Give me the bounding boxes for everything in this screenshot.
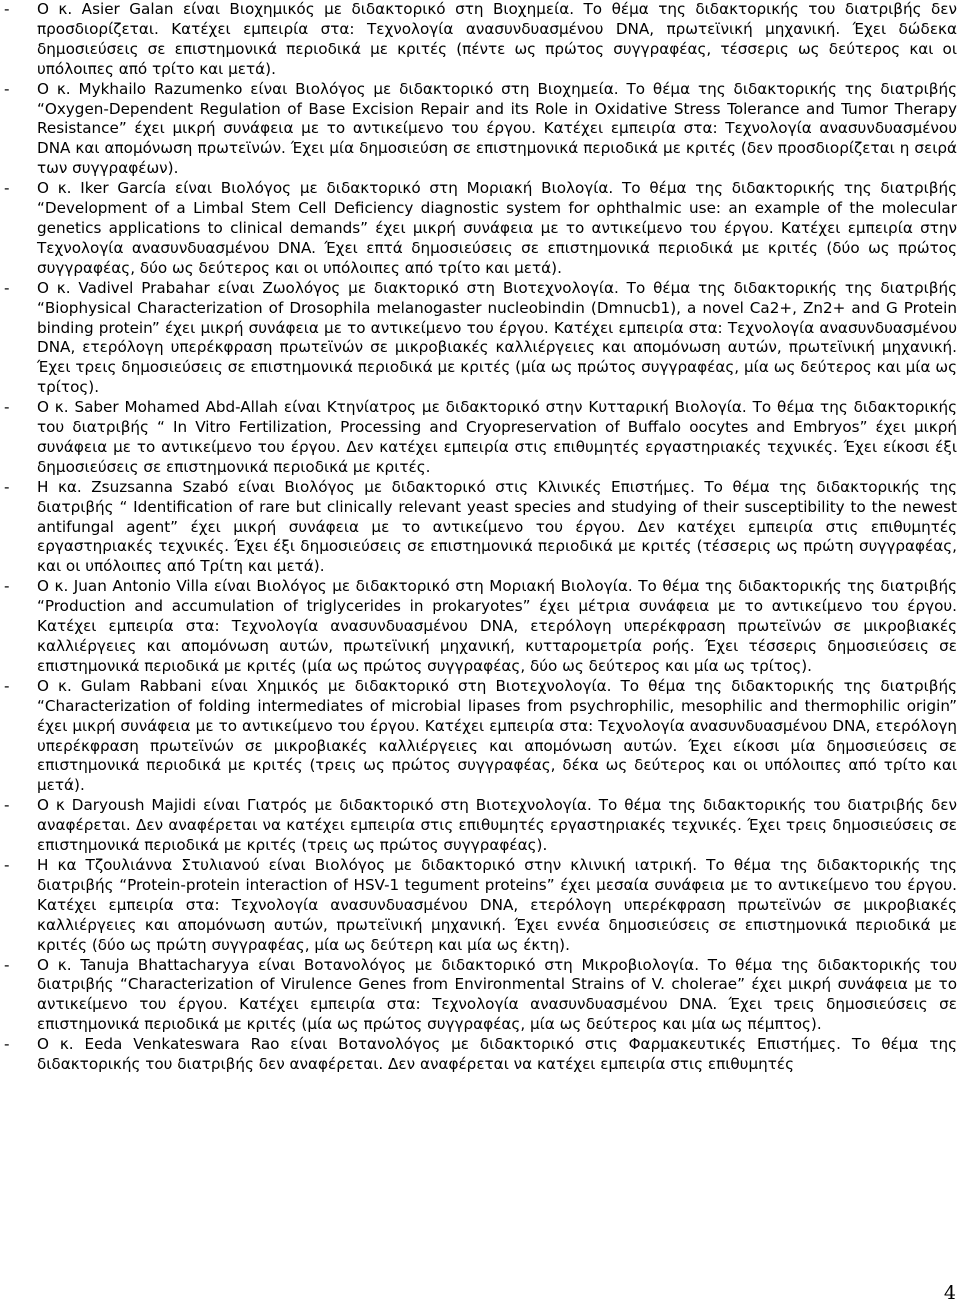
list-dash: - [4,796,10,815]
list-dash: - [4,0,10,18]
list-dash: - [4,179,10,198]
list-item [0,577,960,677]
list-item [0,956,960,1036]
entry-text: Η κα. Zsuzsanna Szabó είναι Βιολόγος με διδακτορικό στις Κλινικές Επιστήμες. Το θέμα της διδακτορικής της διατριβής “ Identification of rare but clinically relevant yeast species and studying of their susceptibility to the newest antifungal agent” έχει μικρή συνάφεια με το αντικείμενο του έργου. Δεν κατέχει εμπειρία στις επιθυμητές εργαστηριακές τεχνικές. Έχει έξι δημοσιεύσεις σε επιστημονικά περιοδικά με κριτές (τέσσερις ως πρώτη συγγραφέας, και οι υπόλοιπες από Τρίτη και μετά). [37,477,957,576]
entry-text: Ο κ. Asier Galan είναι Βιοχημικός με διδακτορικό στη Βιοχημεία. Το θέμα της διδακτορικής του διατριβής δεν προσδιορίζεται. Κατέχει εμπειρία στα: Τεχνολογία ανασυνδυασμένου DNA, πρωτεϊνική μηχανική. Έχει δώδεκα δημοσιεύσεις σε επιστημονικά περιοδικά με κριτές (πέντε ως πρώτος συγγραφέας, τέσσερις ως δεύτερος και οι υπόλοιπες από τρίτο και μετά). [37,0,957,78]
list-dash: - [4,398,10,417]
list-dash: - [4,477,10,496]
entry-text: Ο κ Daryoush Majidi είναι Γιατρός με διδακτορικό στη Βιοτεχνολογία. Το θέμα της διδακτορικής του διατριβής δεν αναφέρεται. Δεν αναφέρεται να κατέχει εμπειρία στις επιθυμητές εργαστηριακές τεχνικές. Έχει τρεις δημοσιεύσεις σε επιστημονικά περιοδικά με κριτές (τρεις ως πρώτος συγγραφέας). [37,796,957,855]
entry-text: Η κα Τζουλιάννα Στυλιανού είναι Βιολόγος με διδακτορικό στην κλινική ιατρική. Το θέμα της διδακτορικής της διατριβής “Protein-protein interaction of HSV-1 tegument proteins” έχει μεσαία συνάφεια με το αντικείμενο του έργου. Κατέχει εμπειρία στα: Τεχνολογία ανασυνδυασμένου DNA, ετερόλογη υπερέκφραση πρωτεϊνών σε μικροβιακές καλλιέργειες και απομόνωση αυτών, πρωτεϊνική μηχανική. Έχει εννέα δημοσιεύσεις σε επιστημονικά περιοδικά με κριτές (δύο ως πρώτη συγγραφέας, μία ως δεύτερη και μία ως έκτη). [37,855,957,954]
entry-text: Ο κ. Juan Antonio Villa είναι Βιολόγος με διδακτορικό στη Μοριακή Βιολογία. Το θέμα της διδακτορικής της διατριβής “Production and accumulation of triglycerides in prokaryotes” έχει μέτρια συνάφεια με το αντικείμενο του έργου. Κατέχει εμπειρία στα: Τεχνολογία ανασυνδυασμένου DNA, ετερόλογη υπερέκφραση πρωτεϊνών σε μικροβιακές καλλιέργειες και απομόνωση αυτών, πρωτεϊνική μηχανική, κυτταρομετρία ροής. Έχει τέσσερις δημοσιεύσεις σε επιστημονικά περιοδικά με κριτές (μία ως πρώτος συγγραφέας, δύο ως δεύτερος και μία ως τρίτος). [37,577,957,675]
list-item [0,0,960,80]
list-dash: - [4,79,10,98]
list-item [0,80,960,180]
list-item [0,796,960,856]
entry-text: Ο κ. Iker García είναι Βιολόγος με διδακτορικό στη Μοριακή Βιολογία. Το θέμα της διδακτορικής της διατριβής “Development of a Limbal Stem Cell Deficiency diagnostic system for ophthalmic use: an example of the molecular genetics applications to clinical demands” έχει μικρή συνάφεια με το αντικείμενο του έργου. Κατέχει εμπειρία στην Τεχνολογία ανασυνδυασμένου DNA. Έχει επτά δημοσιεύσεις σε επιστημονικά περιοδικά με κριτές (δύο ως πρώτος συγγραφέας, δύο ως δεύτερος και οι υπόλοιπες από τρίτο και μετά). [37,179,957,277]
list-dash: - [4,676,10,695]
entry-text: Ο κ. Saber Mohamed Abd-Allah είναι Κτηνίατρος με διδακτορικό στην Κυτταρική Βιολογία. Το θέμα της διδακτορικής του διατριβής “ In Vitro Fertilization, Processing and Cryopreservation of Buffalo oocytes and Embryos” έχει μικρή συνάφεια με το αντικείμενο του έργου. Δεν κατέχει εμπειρία στις επιθυμητές εργαστηριακές τεχνικές. Έχει είκοσι έξι δημοσιεύσεις σε επιστημονικά περιοδικά με κριτές. [37,398,957,476]
list-item [0,1035,960,1075]
entry-text: Ο κ. Vadivel Prabahar είναι Ζωολόγος με διακτορικό στη Βιοτεχνολογία. Το θέμα της διδακτορικής της διατριβής “Biophysical Characterization of Drosophila melanogaster nucleobindin (Dmnucb1), a novel Ca2+, Zn2+ and G Protein binding protein” έχει μικρή συνάφεια με το αντικείμενο του έργου. Κατέχει εμπειρία στα: Τεχνολογία ανασυνδυασμένου DNA, ετερόλογη υπερέκφραση πρωτεϊνών σε μικροβιακές καλλιέργειες και απομόνωση αυτών, πρωτεϊνική μηχανική. Έχει τρεις δημοσιεύσεις σε επιστημονικά περιοδικά με κριτές (μία ως πρώτος συγγραφέας, μία ως δεύτερος και μία ως τρίτος). [37,278,957,397]
list-dash: - [4,577,10,596]
entry-text: Ο κ. Gulam Rabbani είναι Χημικός με διδακτορικό στη Βιοτεχνολογία. Το θέμα της διδακτορικής της διατριβής “Characterization of folding intermediates of microbial lipases from psychrophilic, mesophilic and thermophilic origin” έχει μικρή συνάφεια με το αντικείμενο του έργου. Κατέχει εμπειρία στα: Τεχνολογία ανασυνδυασμένου DNA, ετερόλογη υπερέκφραση πρωτεϊνών σε μικροβιακές καλλιέργειες και απομόνωση αυτών. Έχει είκοσι μία δημοσιεύσεις σε επιστημονικά περιοδικά με κριτές (τρεις ως πρώτος συγγραφέας, δέκα ως δεύτερος και οι υπόλοιπες από τρίτο και μετά). [37,676,957,795]
list-item [0,279,960,398]
list-item [0,856,960,956]
page-number: 4 [943,1282,956,1304]
entry-text: Ο κ. Eeda Venkateswara Rao είναι Βοτανολόγος με διδακτορικό στις Φαρμακευτικές Επιστήμες. Το θέμα της διδακτορικής του διατριβής δεν αναφέρεται. Δεν αναφέρεται να κατέχει εμπειρία στις επιθυμητές [37,1035,957,1074]
entry-text: Ο κ. Tanuja Bhattacharyya είναι Βοτανολόγος με διδακτορικό στη Μικροβιολογία. Το θέμα της διδακτορικής του διατριβής “Characterization of Virulence Genes from Environmental Strains of V. cholerae” έχει μικρή συνάφεια με το αντικείμενο του έργου. Κατέχει εμπειρία στα: Τεχνολογία ανασυνδυασμένου DNA. Έχει τρεις δημοσιεύσεις σε επιστημονικά περιοδικά με κριτές (μία ως πρώτος συγγραφέας, μία ως δεύτερος και μία ως πέμπτος). [37,955,957,1034]
list-dash: - [4,1035,10,1054]
list-item [0,478,960,578]
list-item [0,677,960,796]
entry-text: Ο κ. Mykhailo Razumenko είναι Βιολόγος με διδακτορικό στη Βιοχημεία. Το θέμα της διδακτορικής της διατριβής “Oxygen-Dependent Regulation of Base Excision Repair and its Role in Oxidative Stress Tolerance and Tumor Therapy Resistance” έχει μικρή συνάφεια με το αντικείμενο του έργου. Κατέχει εμπειρία στα: Τεχνολογία ανασυνδυασμένου DNA και απομόνωση πρωτεϊνών. Έχει μία δημοσιεύση σε επιστημονικά περιοδικά με κριτές (δεν προσδιορίζεται η σειρά των συγγραφέων). [37,79,957,178]
list-dash: - [4,278,10,297]
list-item [0,179,960,279]
list-item [0,398,960,478]
list-dash: - [4,855,10,874]
list-dash: - [4,955,10,974]
